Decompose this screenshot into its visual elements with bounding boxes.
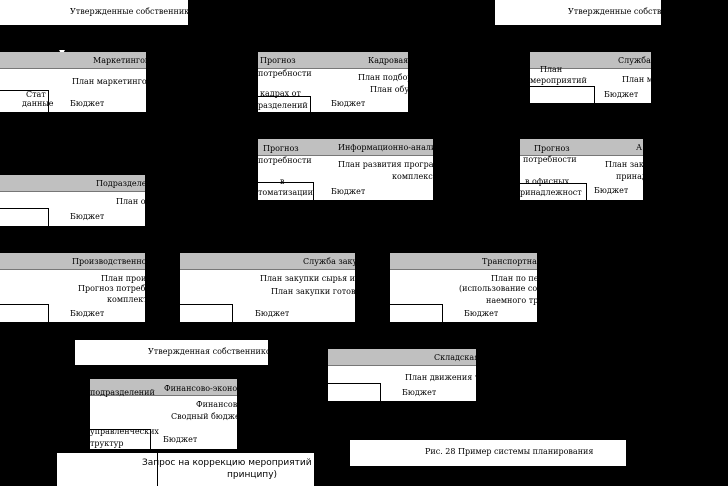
admin-budget: Бюджет bbox=[594, 186, 629, 195]
it-title: Информационно-аналити bbox=[338, 143, 447, 152]
top-right-banner-text: Утвержденные собственн bbox=[568, 7, 677, 16]
it-plan-1: План развития программ bbox=[338, 160, 446, 169]
production-box bbox=[0, 253, 153, 322]
it-forecast-4: томатизации bbox=[258, 188, 313, 197]
divisions-plan: План об bbox=[116, 197, 151, 206]
admin-plan-2: принад bbox=[616, 172, 647, 181]
transport-input-frame bbox=[390, 304, 443, 323]
service-top-right-plan: План ме bbox=[622, 75, 658, 84]
warehouse-input-frame bbox=[328, 383, 381, 402]
bottom-request-box bbox=[57, 453, 330, 486]
production-budget: Бюджет bbox=[70, 309, 105, 318]
hr-plan-2: План обу bbox=[370, 85, 410, 94]
it-plan-2: комплекса bbox=[392, 172, 438, 181]
finance-budget: Бюджет bbox=[163, 435, 198, 444]
finance-plan-2: Сводный бюджет bbox=[171, 412, 245, 421]
it-forecast-2: потребности bbox=[258, 156, 312, 165]
divisions-box bbox=[0, 175, 152, 226]
hr-box bbox=[258, 52, 413, 112]
admin-forecast-1: Прогноз bbox=[534, 144, 570, 153]
production-input-frame bbox=[0, 304, 49, 323]
admin-forecast-2: потребности bbox=[523, 155, 577, 164]
divisions-input-frame bbox=[0, 208, 49, 227]
procurement-input-frame bbox=[180, 304, 233, 323]
procurement-box bbox=[180, 253, 368, 322]
transport-title: Транспортна bbox=[482, 257, 537, 266]
admin-forecast-4: ринадлежност bbox=[520, 188, 582, 197]
top-left-banner bbox=[0, 0, 208, 25]
production-plan-2: Прогноз потребн bbox=[78, 284, 151, 293]
admin-title: А bbox=[636, 143, 643, 152]
it-box bbox=[258, 139, 447, 200]
mid-banner bbox=[75, 340, 286, 365]
mid-banner-text: Утвержденная собственником м bbox=[148, 347, 286, 356]
transport-budget: Бюджет bbox=[464, 309, 499, 318]
divisions-title: Подразделен bbox=[96, 179, 152, 188]
bottom-request-line-2: принципу) bbox=[227, 470, 278, 480]
warehouse-budget: Бюджет bbox=[402, 388, 437, 397]
hr-forecast-4: разделений bbox=[258, 101, 308, 110]
it-input-frame bbox=[258, 182, 314, 201]
marketing-title: Маркетингов bbox=[93, 56, 150, 65]
marketing-budget: Бюджет bbox=[70, 99, 105, 108]
marketing-stat-label: Стат bbox=[26, 90, 46, 99]
procurement-plan-1: План закупки сырья и ко bbox=[260, 274, 368, 283]
figure-caption: Рис. 28 Пример системы планирования bbox=[425, 447, 594, 456]
finance-box bbox=[90, 379, 249, 449]
admin-input-frame bbox=[520, 183, 587, 201]
service-top-right-input-frame bbox=[530, 86, 595, 104]
it-forecast-1: Прогноз bbox=[263, 144, 299, 153]
warehouse-box bbox=[328, 349, 489, 401]
finance-title: Финансово-экономи bbox=[164, 384, 249, 393]
it-forecast-3: в bbox=[280, 177, 285, 186]
service-top-right-left-1: План bbox=[540, 65, 563, 74]
marketing-plan: План маркетинговы bbox=[72, 77, 158, 86]
warehouse-title: Складская bbox=[434, 353, 480, 362]
finance-plan-1: Финансов bbox=[196, 400, 238, 409]
service-top-right-box bbox=[530, 52, 658, 103]
it-budget: Бюджет bbox=[331, 187, 366, 196]
finance-left-1: управленческих bbox=[90, 427, 159, 436]
hr-title: Кадровая bbox=[368, 56, 409, 65]
admin-forecast-3: в офисных bbox=[525, 177, 570, 186]
production-plan-3: комплекту bbox=[107, 295, 153, 304]
caption-box bbox=[350, 440, 626, 466]
top-left-banner-text: Утвержденные собственником о bbox=[70, 7, 208, 16]
transport-plan-2: (использование со bbox=[459, 284, 538, 293]
transport-plan-1: План по пер bbox=[491, 274, 544, 283]
divisions-budget: Бюджет bbox=[70, 212, 105, 221]
hr-forecast-1: Прогноз bbox=[260, 56, 296, 65]
hr-plan-1: План подбор bbox=[358, 73, 413, 82]
admin-plan-1: План заку bbox=[605, 160, 649, 169]
finance-left-top: подразделений bbox=[90, 388, 155, 397]
service-top-right-title: Служба bbox=[618, 56, 651, 65]
procurement-plan-2: План закупки готовой bbox=[271, 287, 366, 296]
transport-plan-3: наемного тра bbox=[486, 296, 544, 305]
admin-box bbox=[520, 139, 649, 200]
service-top-right-budget: Бюджет bbox=[604, 90, 639, 99]
procurement-budget: Бюджет bbox=[255, 309, 290, 318]
transport-box bbox=[390, 253, 544, 322]
procurement-title: Служба закуп bbox=[303, 257, 363, 266]
marketing-data-label: данные bbox=[22, 99, 54, 108]
marketing-box bbox=[0, 52, 158, 112]
production-plan-1: План произ bbox=[101, 274, 151, 283]
hr-budget: Бюджет bbox=[331, 99, 366, 108]
finance-left-2: труктур bbox=[90, 439, 124, 448]
top-right-banner bbox=[495, 0, 677, 25]
hr-input-frame bbox=[258, 96, 311, 113]
hr-forecast-2: потребности bbox=[258, 69, 312, 78]
hr-forecast-3: кадрах от bbox=[260, 89, 301, 98]
bottom-request-line-1: Запрос на коррекцию мероприятий (по bbox=[142, 458, 330, 468]
warehouse-plan: План движения тов bbox=[405, 373, 489, 382]
production-title: Производственное bbox=[72, 257, 152, 266]
service-top-right-left-2: мероприятий bbox=[530, 76, 587, 85]
